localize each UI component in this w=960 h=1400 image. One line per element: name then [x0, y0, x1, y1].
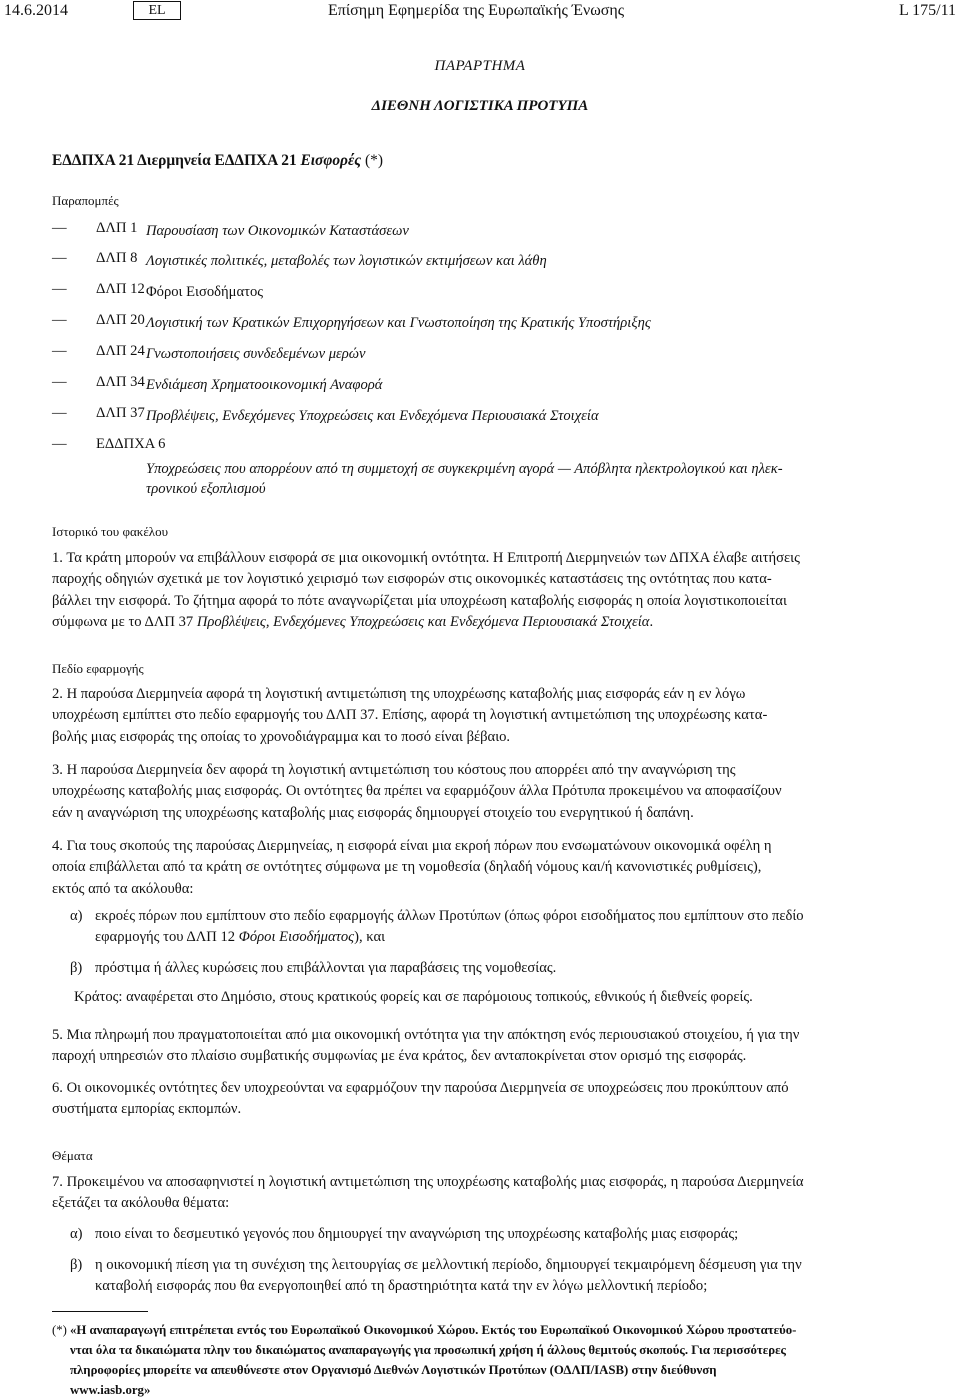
line: συστήματα εμπορίας εκπομπών. — [52, 1101, 242, 1118]
item-text — [95, 1255, 910, 1298]
language-badge: EL — [133, 1, 181, 20]
dash: — — [52, 374, 67, 390]
publication-date: 14.6.2014 — [4, 2, 68, 19]
line: 2. Η παρούσα Διερμηνεία αφορά τη λογιστική αντιμετώπιση της υποχρέωσης καταβολής μιας εισφοράς εάν η εν λόγω — [52, 686, 746, 702]
annex-subtitle: ΔΙΕΘΝΗ ΛΟΓΙΣΤΙΚΑ ΠΡΟΤΥΠΑ — [371, 98, 589, 114]
line: εκροές πόρων που εμπίπτουν στο πεδίο εφαρμογής άλλων Προτύπων (όπως φόροι εισοδήματος που εμπίπτουν στο πεδίο — [95, 908, 804, 924]
title-suffix: (*) — [361, 152, 383, 169]
paragraph-3 — [52, 760, 910, 824]
item-label: α) — [70, 908, 83, 924]
dash: — — [52, 281, 67, 297]
paragraph-4 — [52, 836, 910, 900]
text-italic: Φόροι Εισοδήματος — [238, 929, 355, 946]
text: ), και — [354, 929, 386, 946]
reference-item — [52, 250, 922, 270]
section-history: Ιστορικό του φακέλου — [52, 524, 169, 539]
line: 4. Για τους σκοπούς της παρούσας Διερμηνείας, η εισφορά είναι μια εκροή πόρων που ενσωματώνουν οικονομικά οφέλη η — [52, 838, 772, 854]
line: εξετάζει τα ακόλουθα θέματα: — [52, 1195, 230, 1212]
reference-code: ΔΛΠ 37 — [96, 405, 145, 421]
dash: — — [52, 405, 67, 421]
line: 6. Οι οικονομικές οντότητες δεν υποχρεούνται να εφαρμόζουν την παρούσα Διερμηνεία σε υποχρεώσεις που προκύπτουν από — [52, 1080, 789, 1096]
dash: — — [52, 250, 67, 266]
text: σύμφωνα με το ΔΛΠ 37 — [52, 614, 197, 631]
line: η οικονομική πίεση για τη συνέχιση της λειτουργίας σε μελλοντική περίοδο, δημιουργεί τεκμαιρόμενη δέσμευση για την — [95, 1257, 802, 1273]
line: οποία επιβάλλεται από τα κράτη σε οντότητες σύμφωνα με τη νομοθεσία (δηλαδή νόμους και/ή κανονιστικές ρυθμίσεις), — [52, 859, 762, 876]
item-label: β) — [70, 960, 83, 976]
reference-item — [52, 220, 922, 240]
text: . — [649, 614, 654, 631]
line: 5. Μια πληρωμή που πραγματοποιείται από μια οικονομική οντότητα για την απόκτηση ενός περιουσιακού στοιχείου, ή για την — [52, 1027, 800, 1043]
line: www.iasb.org» — [70, 1383, 151, 1397]
item-text: πρόστιμα ή άλλες κυρώσεις που επιβάλλονται για παραβάσεις της νομοθεσίας. — [95, 960, 557, 976]
line: βολής μιας εισφοράς της οποίας το χρονοδιάγραμμα και το ποσό είναι βέβαιο. — [52, 728, 511, 745]
reference-item — [52, 281, 922, 301]
journal-title: Επίσημη Εφημερίδα της Ευρωπαϊκής Ένωσης — [328, 2, 625, 19]
paragraph-4-item-a — [52, 906, 910, 950]
reference-item — [52, 343, 922, 363]
document-title — [52, 150, 910, 171]
line: υποχρέωση εμπίπτει στο πεδίο εφαρμογής του ΔΛΠ 37. Επίσης, αφορά τη λογιστική αντιμετώπιση της υποχρέωσης κατα- — [52, 707, 768, 724]
definition-text: Κράτος: αναφέρεται στο Δημόσιο, στους κρατικούς φορείς και σε παρόμοιους τοπικούς, εθνικούς ή διεθνείς φορείς. — [74, 989, 753, 1005]
reference-desc: Γνωστοποιήσεις συνδεδεμένων μερών — [146, 346, 366, 362]
line: βάλλει την εισφορά. Το ζήτημα αφορά το πότε αναγνωρίζεται μία υποχρέωση καταβολής εισφοράς η οποία λογιστικοποιείται — [52, 592, 787, 609]
annex-title: ΠΑΡΑΡΤΗΜΑ — [434, 58, 526, 74]
line: πληροφορίες μπορείτε να απευθύνεστε στον Οργανισμό Διεθνών Λογιστικών Προτύπων (ΟΔΛΠ/IASB) στην διεύθυνση — [70, 1363, 717, 1377]
line: εάν η αναγνώριση της υποχρέωσης καταβολής μιας εισφοράς δημιουργεί στοιχείο του ενεργητικού ή δαπάνη. — [52, 804, 694, 821]
dash: — — [52, 343, 67, 359]
reference-code: ΔΛΠ 12 — [96, 281, 145, 297]
dash: — — [52, 312, 67, 328]
reference-code: ΔΛΠ 24 — [96, 343, 145, 359]
line — [95, 927, 910, 948]
reference-code: ΔΛΠ 1 — [96, 220, 138, 236]
reference-item — [52, 374, 922, 394]
dash: — — [52, 436, 67, 452]
reference-code: ΔΛΠ 34 — [96, 374, 145, 390]
journal-header — [0, 0, 960, 26]
item-label: β) — [70, 1257, 83, 1273]
title-italic: Εισφορές — [300, 152, 362, 169]
line: υποχρέωσης καταβολής μιας εισφοράς. Οι οντότητες θα πρέπει να εφαρμόζουν άλλα Πρότυπα προκειμένου να αποφασίζουν — [52, 783, 782, 800]
paragraph-1 — [52, 548, 910, 634]
reference-code: ΔΛΠ 8 — [96, 250, 138, 266]
footnote-mark: (*) — [52, 1323, 67, 1337]
page-number: L 175/11 — [898, 2, 956, 19]
reference-desc: Φόροι Εισοδήματος — [146, 284, 264, 300]
dash: — — [52, 220, 67, 236]
line — [52, 612, 910, 633]
reference-desc-line: τρονικού εξοπλισμού — [146, 481, 266, 497]
paragraph-6 — [52, 1078, 910, 1121]
reference-desc: Παρουσίαση των Οικονομικών Καταστάσεων — [146, 223, 409, 239]
line: εκτός από τα ακόλουθα: — [52, 880, 194, 897]
line: παροχής οδηγιών σχετικά με τον λογιστικό χειρισμό των εισφορών στις οικονομικές καταστάσεις της οντότητας που κατα- — [52, 571, 772, 588]
paragraph-5 — [52, 1025, 910, 1068]
paragraph-4-definition — [52, 987, 910, 1009]
line: παροχή υπηρεσιών στο πλαίσιο συμβατικής συμφωνίας με ένα κράτος, δεν ανταποκρίνεται στον ορισμό της εισφοράς. — [52, 1048, 747, 1065]
paragraph-7 — [52, 1172, 910, 1215]
item-text: ποιο είναι το δεσμευτικό γεγονός που δημιουργεί την αναγνώριση της υποχρέωσης καταβολής μιας εισφοράς; — [95, 1226, 739, 1242]
references-heading: Παραπομπές — [52, 193, 119, 208]
line: «Η αναπαραγωγή επιτρέπεται εντός του Ευρωπαϊκού Οικονομικού Χώρου. Εκτός του Ευρωπαϊκού Οικονομικού Χώρου προστατεύο- — [70, 1323, 797, 1337]
reference-desc: Λογιστικές πολιτικές, μεταβολές των λογιστικών εκτιμήσεων και λάθη — [146, 253, 547, 269]
reference-item — [52, 312, 922, 332]
reference-code: ΕΔΔΠΧΑ 6 — [96, 436, 166, 452]
paragraph-2 — [52, 684, 910, 748]
reference-code: ΔΛΠ 20 — [96, 312, 145, 328]
line: 1. Τα κράτη μπορούν να επιβάλλουν εισφορά σε μια οικονομική οντότητα. Η Επιτροπή Διερμηνειών των ΔΠΧΑ έλαβε αιτήσεις — [52, 550, 800, 566]
footnote-rule — [52, 1311, 148, 1312]
line: καταβολή εισφοράς που θα ενεργοποιηθεί από τη δραστηριότητα κατά την εν λόγω μελλοντική περίοδο; — [95, 1278, 708, 1295]
line: 7. Προκειμένου να αποσαφηνιστεί η λογιστική αντιμετώπιση της υποχρέωσης καταβολής μιας εισφοράς, η παρούσα Διερμηνεία — [52, 1174, 804, 1190]
paragraph-7-item-a — [52, 1224, 910, 1246]
paragraph-4-item-b — [52, 958, 910, 980]
section-issues: Θέματα — [52, 1148, 93, 1163]
footnote-text — [70, 1320, 910, 1400]
line: νται όλα τα δικαιώματα πλην του δικαιώματος αναπαραγωγής για προσωπική χρήση ή άλλους θεμιτούς σκοπούς. Για περισσότερες — [70, 1343, 786, 1357]
paragraph-7-item-b — [52, 1255, 910, 1299]
line: 3. Η παρούσα Διερμηνεία δεν αφορά τη λογιστική αντιμετώπιση του κόστους που απορρέει από την αναγνώριση της — [52, 762, 736, 778]
text-italic: Προβλέψεις, Ενδεχόμενες Υποχρεώσεις και Ενδεχόμενα Περιουσιακά Στοιχεία — [196, 614, 650, 631]
item-text — [95, 906, 910, 949]
reference-desc: Ενδιάμεση Χρηματοοικονομική Αναφορά — [146, 377, 383, 393]
reference-desc: Προβλέψεις, Ενδεχόμενες Υποχρεώσεις και Ενδεχόμενα Περιουσιακά Στοιχεία — [146, 408, 599, 424]
reference-desc-block — [52, 458, 922, 502]
title-prefix: ΕΔΔΠΧΑ 21 Διερμηνεία ΕΔΔΠΧΑ 21 — [52, 152, 301, 169]
item-label: α) — [70, 1226, 83, 1242]
reference-desc: Λογιστική των Κρατικών Επιχορηγήσεων και Γνωστοποίηση της Κρατικής Υποστήριξης — [146, 315, 651, 331]
reference-desc-line: Υποχρεώσεις που απορρέουν από τη συμμετοχή σε συγκεκριμένη αγορά — Απόβλητα ηλεκτρολογικού και ηλεκ- — [146, 461, 783, 477]
section-scope: Πεδίο εφαρμογής — [52, 661, 144, 676]
reference-item — [52, 405, 922, 425]
text: εφαρμογής του ΔΛΠ 12 — [95, 929, 239, 946]
